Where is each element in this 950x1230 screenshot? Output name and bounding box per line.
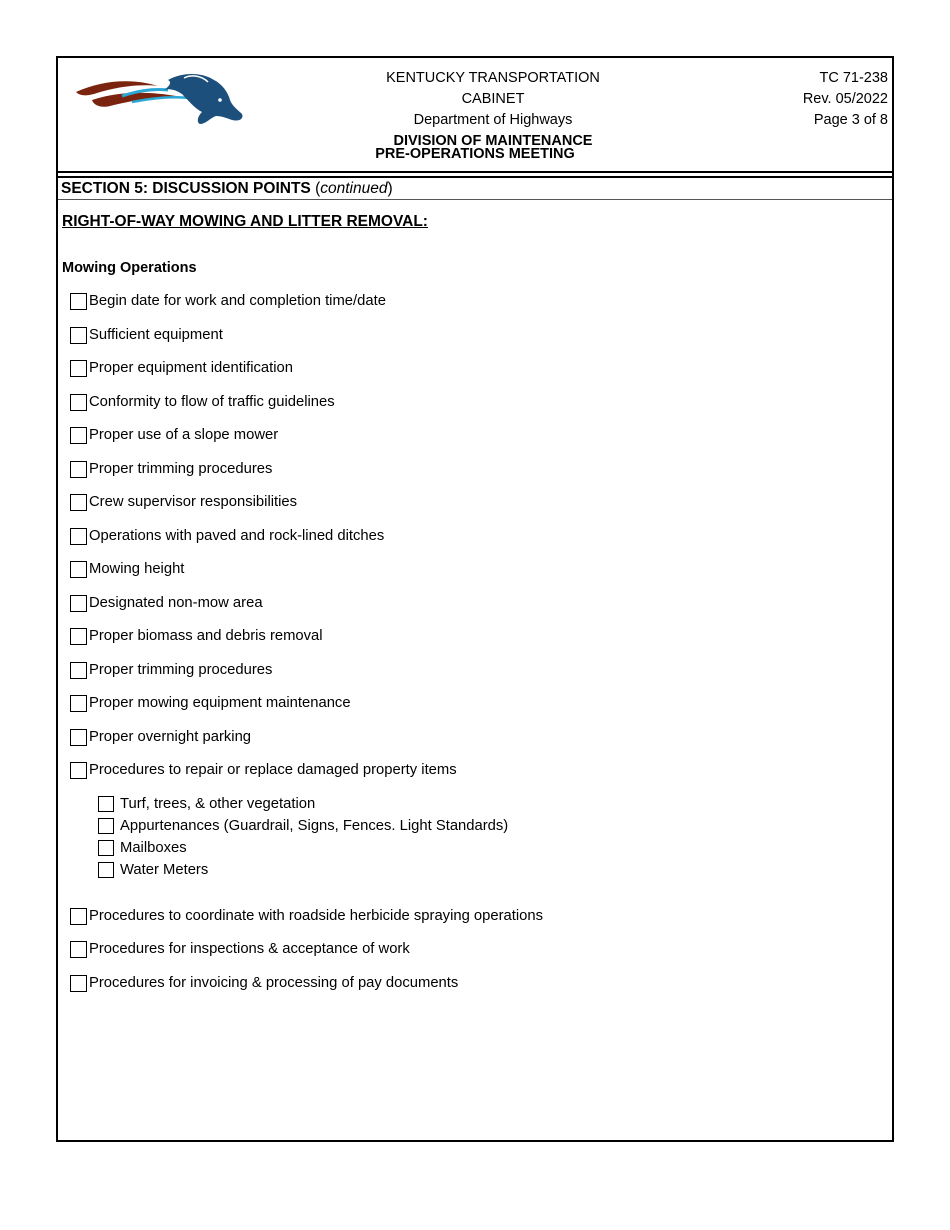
checklist-item <box>70 693 351 713</box>
checkbox[interactable] <box>70 941 87 958</box>
form-title: PRE-OPERATIONS MEETING <box>375 146 575 162</box>
checklist-item-label: Proper trimming procedures <box>89 662 273 678</box>
checklist-item-label: Designated non-mow area <box>89 595 263 611</box>
checkbox[interactable] <box>70 662 87 679</box>
checkbox[interactable] <box>70 975 87 992</box>
checklist-item <box>70 973 458 993</box>
checklist-item-label: Procedures for invoicing & processing of pay documents <box>89 975 459 991</box>
checklist-item <box>70 727 251 747</box>
checklist-item-label: Procedures to coordinate with roadside herbicide spraying operations <box>89 908 544 924</box>
sub-checklist-item <box>98 816 508 836</box>
sub-checklist-item <box>98 794 315 814</box>
checklist-item <box>70 760 457 780</box>
checklist-item <box>70 325 223 345</box>
checklist-item-label: Conformity to flow of traffic guidelines <box>89 394 335 410</box>
checkbox[interactable] <box>70 908 87 925</box>
checklist-item <box>70 358 293 378</box>
checklist-item <box>70 559 184 579</box>
checkbox[interactable] <box>70 293 87 310</box>
checkbox[interactable] <box>70 327 87 344</box>
checkbox[interactable] <box>98 818 114 834</box>
checklist <box>58 58 892 1140</box>
checklist-item <box>70 906 543 926</box>
checkbox[interactable] <box>70 394 87 411</box>
department-name: Department of Highways <box>413 112 573 128</box>
checkbox[interactable] <box>70 595 87 612</box>
section-paren-close: ) <box>387 180 393 197</box>
checklist-item <box>70 626 323 646</box>
checklist-item-label: Proper mowing equipment maintenance <box>89 695 351 711</box>
checklist-item-label: Procedures for inspections & acceptance of work <box>89 941 410 957</box>
checkbox[interactable] <box>70 695 87 712</box>
checklist-item <box>70 291 386 311</box>
checklist-item-label: Procedures to repair or replace damaged property items <box>89 762 457 778</box>
checkbox[interactable] <box>98 796 114 812</box>
checklist-item-label: Proper equipment identification <box>89 360 293 376</box>
checkbox[interactable] <box>70 427 87 444</box>
subsection-heading: Mowing Operations <box>62 260 197 276</box>
checkbox[interactable] <box>70 561 87 578</box>
checklist-item-label: Proper overnight parking <box>89 729 252 745</box>
checklist-item <box>70 593 263 613</box>
checkbox[interactable] <box>98 862 114 878</box>
checklist-item-label: Proper trimming procedures <box>89 461 273 477</box>
agency-name: KENTUCKY TRANSPORTATION CABINET <box>386 70 600 107</box>
sub-checklist-item <box>98 838 187 858</box>
sub-checklist-item-label: Appurtenances (Guardrail, Signs, Fences. Light Standards) <box>120 818 509 834</box>
sub-checklist-item <box>98 860 208 880</box>
checkbox[interactable] <box>70 762 87 779</box>
checkbox[interactable] <box>98 840 114 856</box>
checkbox[interactable] <box>70 461 87 478</box>
form-number: TC 71-238 <box>819 70 888 86</box>
division-name: DIVISION OF MAINTENANCE <box>393 133 593 149</box>
section-title: SECTION 5: DISCUSSION POINTS <box>61 180 311 197</box>
checklist-item <box>70 939 410 959</box>
checkbox[interactable] <box>70 360 87 377</box>
checklist-item-label: Crew supervisor responsibilities <box>89 494 298 510</box>
checklist-item <box>70 459 272 479</box>
sub-checklist-item-label: Turf, trees, & other vegetation <box>120 796 316 812</box>
checkbox[interactable] <box>70 528 87 545</box>
page-indicator: Page 3 of 8 <box>813 112 888 128</box>
checkbox[interactable] <box>70 494 87 511</box>
checkbox[interactable] <box>70 628 87 645</box>
checklist-item <box>70 425 278 445</box>
form-frame <box>56 56 894 1142</box>
sub-checklist-item-label: Water Meters <box>120 862 209 878</box>
section-continued: continued <box>320 180 388 197</box>
checkbox[interactable] <box>70 729 87 746</box>
checklist-item <box>70 660 272 680</box>
topic-heading: RIGHT-OF-WAY MOWING AND LITTER REMOVAL: <box>62 213 428 230</box>
checklist-item <box>70 392 335 412</box>
checklist-item-label: Operations with paved and rock-lined ditches <box>89 528 385 544</box>
checklist-item-label: Begin date for work and completion time/date <box>89 293 386 309</box>
sub-checklist-item-label: Mailboxes <box>120 840 187 856</box>
checklist-item-label: Proper biomass and debris removal <box>89 628 323 644</box>
section-paren-open: ( <box>310 180 321 197</box>
form-revision: Rev. 05/2022 <box>802 91 888 107</box>
checklist-item <box>70 526 384 546</box>
checklist-item-label: Sufficient equipment <box>89 327 223 343</box>
checklist-item-label: Proper use of a slope mower <box>89 427 279 443</box>
checklist-item-label: Mowing height <box>89 561 185 577</box>
checklist-item <box>70 492 297 512</box>
